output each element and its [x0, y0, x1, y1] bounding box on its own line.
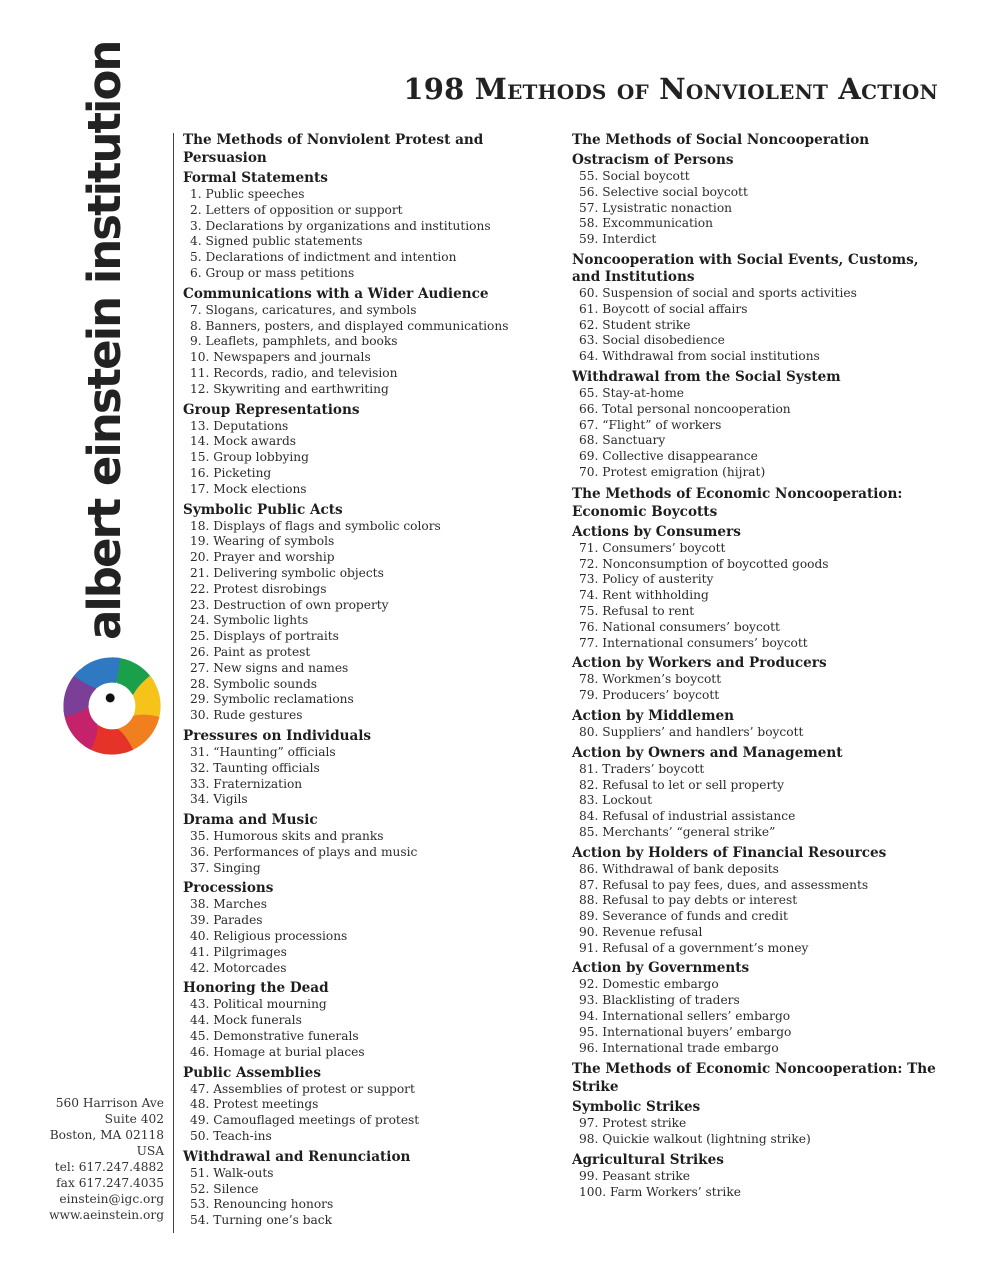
section-heading: Withdrawal and Renunciation	[183, 1148, 411, 1165]
address-block	[40, 1095, 164, 1223]
method-section	[183, 812, 558, 876]
method-section	[572, 524, 942, 652]
method-item: 80. Suppliers’ and handlers’ boycott	[579, 724, 804, 739]
method-item: 48. Protest meetings	[190, 1097, 319, 1112]
method-section	[183, 1149, 558, 1229]
method-item: 65. Stay-at-home	[579, 385, 685, 400]
method-item: 3. Declarations by organizations and institutions	[190, 218, 491, 233]
method-item: 88. Refusal to pay debts or interest	[579, 893, 798, 908]
address-line: USA	[136, 1144, 164, 1158]
method-item: 5. Declarations of indictment and intention	[190, 250, 457, 265]
method-item: 95. International buyers’ embargo	[579, 1024, 792, 1039]
column-divider	[173, 133, 174, 1233]
method-item: 75. Refusal to rent	[579, 603, 695, 618]
method-list	[183, 419, 558, 498]
method-list	[572, 1169, 942, 1201]
section-heading: Drama and Music	[183, 812, 318, 829]
address-line: tel: 617.247.4882	[54, 1160, 164, 1174]
method-item: 35. Humorous skits and pranks	[190, 829, 384, 844]
method-list	[183, 997, 558, 1060]
method-item: 16. Picketing	[190, 465, 272, 480]
method-item: 30. Rude gestures	[190, 708, 303, 723]
method-list	[572, 862, 942, 957]
method-section	[183, 728, 558, 808]
method-item: 60. Suspension of social and sports activities	[579, 285, 857, 300]
part-heading: The Methods of Economic Noncooperation: Economic Boycotts	[572, 485, 903, 520]
section-heading: Public Assemblies	[183, 1064, 321, 1081]
method-item: 67. “Flight” of workers	[579, 417, 722, 432]
method-section	[572, 252, 942, 365]
method-item: 27. New signs and names	[190, 660, 349, 675]
section-heading: Processions	[183, 880, 274, 897]
method-list	[572, 169, 942, 248]
method-list	[572, 286, 942, 365]
page-title: 198 Methods of Nonviolent Action	[403, 72, 938, 106]
method-item: 62. Student strike	[579, 317, 691, 332]
method-item: 10. Newspapers and journals	[190, 350, 371, 365]
method-list	[183, 745, 558, 808]
method-item: 69. Collective disappearance	[579, 449, 758, 464]
method-list	[183, 1166, 558, 1229]
section-heading: Pressures on Individuals	[183, 727, 372, 744]
method-item: 72. Nonconsumption of boycotted goods	[579, 556, 829, 571]
method-item: 25. Displays of portraits	[190, 629, 339, 644]
method-item: 1. Public speeches	[190, 187, 305, 201]
method-item: 33. Fraternization	[190, 776, 303, 791]
method-item: 43. Political mourning	[190, 997, 327, 1012]
method-section	[572, 960, 942, 1056]
method-item: 53. Renouncing honors	[190, 1197, 334, 1212]
section-heading: Symbolic Strikes	[572, 1099, 701, 1116]
method-item: 8. Banners, posters, and displayed communications	[190, 318, 509, 333]
section-heading: Symbolic Public Acts	[183, 501, 343, 518]
method-item: 94. International sellers’ embargo	[579, 1009, 791, 1024]
method-item: 81. Traders’ boycott	[579, 761, 705, 776]
method-item: 58. Excommunication	[579, 216, 713, 231]
method-item: 39. Parades	[190, 913, 263, 928]
section-heading: Communications with a Wider Audience	[183, 285, 489, 302]
method-section	[572, 1099, 942, 1148]
method-item: 23. Destruction of own property	[190, 597, 389, 612]
method-item: 98. Quickie walkout (lightning strike)	[579, 1132, 811, 1147]
method-section	[572, 152, 942, 248]
method-item: 6. Group or mass petitions	[190, 265, 355, 280]
method-item: 24. Symbolic lights	[190, 613, 309, 628]
brand-name: albert einstein institution	[78, 41, 131, 640]
method-section	[572, 745, 942, 841]
address-line: Boston, MA 02118	[49, 1128, 164, 1142]
method-item: 74. Rent withholding	[579, 588, 709, 603]
method-item: 71. Consumers’ boycott	[579, 540, 726, 555]
method-item: 21. Delivering symbolic objects	[190, 565, 384, 580]
method-item: 9. Leaflets, pamphlets, and books	[190, 334, 398, 349]
method-item: 68. Sanctuary	[579, 433, 666, 448]
method-item: 76. National consumers’ boycott	[579, 619, 780, 634]
method-item: 90. Revenue refusal	[579, 924, 703, 939]
section-heading: Actions by Consumers	[572, 523, 741, 540]
column-right	[572, 131, 942, 1205]
method-list	[183, 303, 558, 398]
method-item: 37. Singing	[190, 860, 261, 875]
section-heading: Ostracism of Persons	[572, 152, 734, 168]
method-item: 66. Total personal noncooperation	[579, 401, 791, 416]
method-item: 46. Homage at burial places	[190, 1044, 365, 1059]
method-list	[183, 519, 558, 724]
method-item: 47. Assemblies of protest or support	[190, 1081, 415, 1096]
method-item: 54. Turning one’s back	[190, 1213, 333, 1228]
method-item: 93. Blacklisting of traders	[579, 993, 740, 1008]
method-section	[183, 402, 558, 498]
method-item: 96. International trade embargo	[579, 1040, 779, 1055]
method-item: 97. Protest strike	[579, 1116, 687, 1131]
method-section	[183, 286, 558, 398]
section-heading: Action by Workers and Producers	[572, 655, 827, 672]
section-heading: Withdrawal from the Social System	[572, 368, 841, 385]
method-section	[572, 708, 942, 741]
method-item: 49. Camouflaged meetings of protest	[190, 1113, 420, 1128]
method-list	[183, 187, 558, 282]
method-section	[572, 655, 942, 704]
method-list	[183, 829, 558, 876]
method-section	[572, 1152, 942, 1201]
method-item: 22. Protest disrobings	[190, 581, 327, 596]
section-heading: Honoring the Dead	[183, 980, 329, 997]
method-item: 42. Motorcades	[190, 960, 287, 975]
method-item: 70. Protest emigration (hijrat)	[579, 464, 766, 479]
method-item: 100. Farm Workers’ strike	[579, 1184, 741, 1199]
method-item: 92. Domestic embargo	[579, 977, 719, 992]
method-item: 34. Vigils	[190, 792, 248, 807]
method-item: 4. Signed public statements	[190, 234, 363, 249]
address-line: einstein@igc.org	[59, 1192, 164, 1206]
method-item: 41. Pilgrimages	[190, 944, 287, 959]
method-item: 55. Social boycott	[579, 169, 690, 183]
method-item: 31. “Haunting” officials	[190, 744, 336, 759]
part-heading: The Methods of Economic Noncooperation: The Strike	[572, 1061, 936, 1096]
method-item: 99. Peasant strike	[579, 1169, 691, 1184]
method-item: 77. International consumers’ boycott	[579, 635, 808, 650]
method-item: 7. Slogans, caricatures, and symbols	[190, 302, 417, 317]
method-list	[183, 897, 558, 976]
method-item: 78. Workmen’s boycott	[579, 672, 722, 687]
method-list	[183, 1082, 558, 1145]
method-item: 12. Skywriting and earthwriting	[190, 381, 389, 396]
section-heading: Formal Statements	[183, 170, 328, 186]
method-item: 17. Mock elections	[190, 481, 307, 496]
method-item: 40. Religious processions	[190, 929, 348, 944]
method-item: 14. Mock awards	[190, 434, 297, 449]
method-item: 32. Taunting officials	[190, 760, 320, 775]
multicolor-pinwheel-icon	[58, 650, 166, 762]
method-list	[572, 672, 942, 704]
method-item: 63. Social disobedience	[579, 333, 725, 348]
method-item: 59. Interdict	[579, 232, 657, 247]
method-list	[572, 386, 942, 481]
method-list	[572, 541, 942, 652]
section-heading: Noncooperation with Social Events, Customs, and Institutions	[572, 251, 919, 285]
method-item: 87. Refusal to pay fees, dues, and assessments	[579, 877, 869, 892]
method-list	[572, 1116, 942, 1148]
method-item: 86. Withdrawal of bank deposits	[579, 861, 779, 876]
section-heading: Group Representations	[183, 401, 360, 418]
method-section	[183, 980, 558, 1060]
method-item: 18. Displays of flags and symbolic colors	[190, 518, 441, 533]
method-item: 38. Marches	[190, 897, 267, 912]
method-item: 91. Refusal of a government’s money	[579, 940, 809, 955]
method-item: 36. Performances of plays and music	[190, 844, 418, 859]
method-item: 56. Selective social boycott	[579, 184, 748, 199]
method-item: 45. Demonstrative funerals	[190, 1029, 359, 1044]
method-section	[183, 1065, 558, 1145]
method-item: 57. Lysistratic nonaction	[579, 200, 733, 215]
address-line: fax 617.247.4035	[56, 1176, 164, 1190]
method-item: 89. Severance of funds and credit	[579, 909, 788, 924]
method-item: 26. Paint as protest	[190, 644, 311, 659]
method-item: 44. Mock funerals	[190, 1013, 302, 1028]
part-heading: The Methods of Social Noncooperation	[572, 132, 870, 148]
method-item: 20. Prayer and worship	[190, 550, 335, 565]
address-line: Suite 402	[104, 1112, 164, 1126]
method-item: 15. Group lobbying	[190, 450, 309, 465]
method-item: 11. Records, radio, and television	[190, 365, 398, 380]
section-heading: Agricultural Strikes	[572, 1152, 724, 1169]
method-item: 82. Refusal to let or sell property	[579, 777, 785, 792]
method-item: 52. Silence	[190, 1181, 259, 1196]
address-line: www.aeinstein.org	[49, 1208, 164, 1222]
method-item: 50. Teach-ins	[190, 1129, 272, 1144]
method-section	[183, 170, 558, 282]
method-item: 73. Policy of austerity	[579, 572, 714, 587]
method-section	[572, 369, 942, 481]
section-heading: Action by Owners and Management	[572, 744, 843, 761]
method-item: 28. Symbolic sounds	[190, 676, 318, 691]
method-item: 2. Letters of opposition or support	[190, 202, 403, 217]
method-item: 61. Boycott of social affairs	[579, 301, 748, 316]
method-list	[572, 977, 942, 1056]
column-left	[183, 131, 558, 1233]
method-item: 51. Walk-outs	[190, 1165, 274, 1180]
address-line: 560 Harrison Ave	[55, 1096, 164, 1110]
part-heading: The Methods of Nonviolent Protest and Persuasion	[183, 132, 484, 166]
method-item: 85. Merchants’ “general strike”	[579, 824, 776, 839]
method-item: 83. Lockout	[579, 793, 652, 808]
section-heading: Action by Governments	[572, 960, 750, 977]
method-section	[183, 502, 558, 724]
method-item: 13. Deputations	[190, 418, 289, 433]
method-item: 64. Withdrawal from social institutions	[579, 349, 820, 364]
method-item: 79. Producers’ boycott	[579, 688, 720, 703]
method-item: 29. Symbolic reclamations	[190, 692, 354, 707]
method-section	[183, 880, 558, 976]
method-item: 19. Wearing of symbols	[190, 534, 335, 549]
section-heading: Action by Holders of Financial Resources	[572, 844, 887, 861]
section-heading: Action by Middlemen	[572, 707, 735, 724]
method-section	[572, 845, 942, 957]
method-list	[572, 762, 942, 841]
method-list	[572, 725, 942, 741]
method-item: 84. Refusal of industrial assistance	[579, 809, 796, 824]
